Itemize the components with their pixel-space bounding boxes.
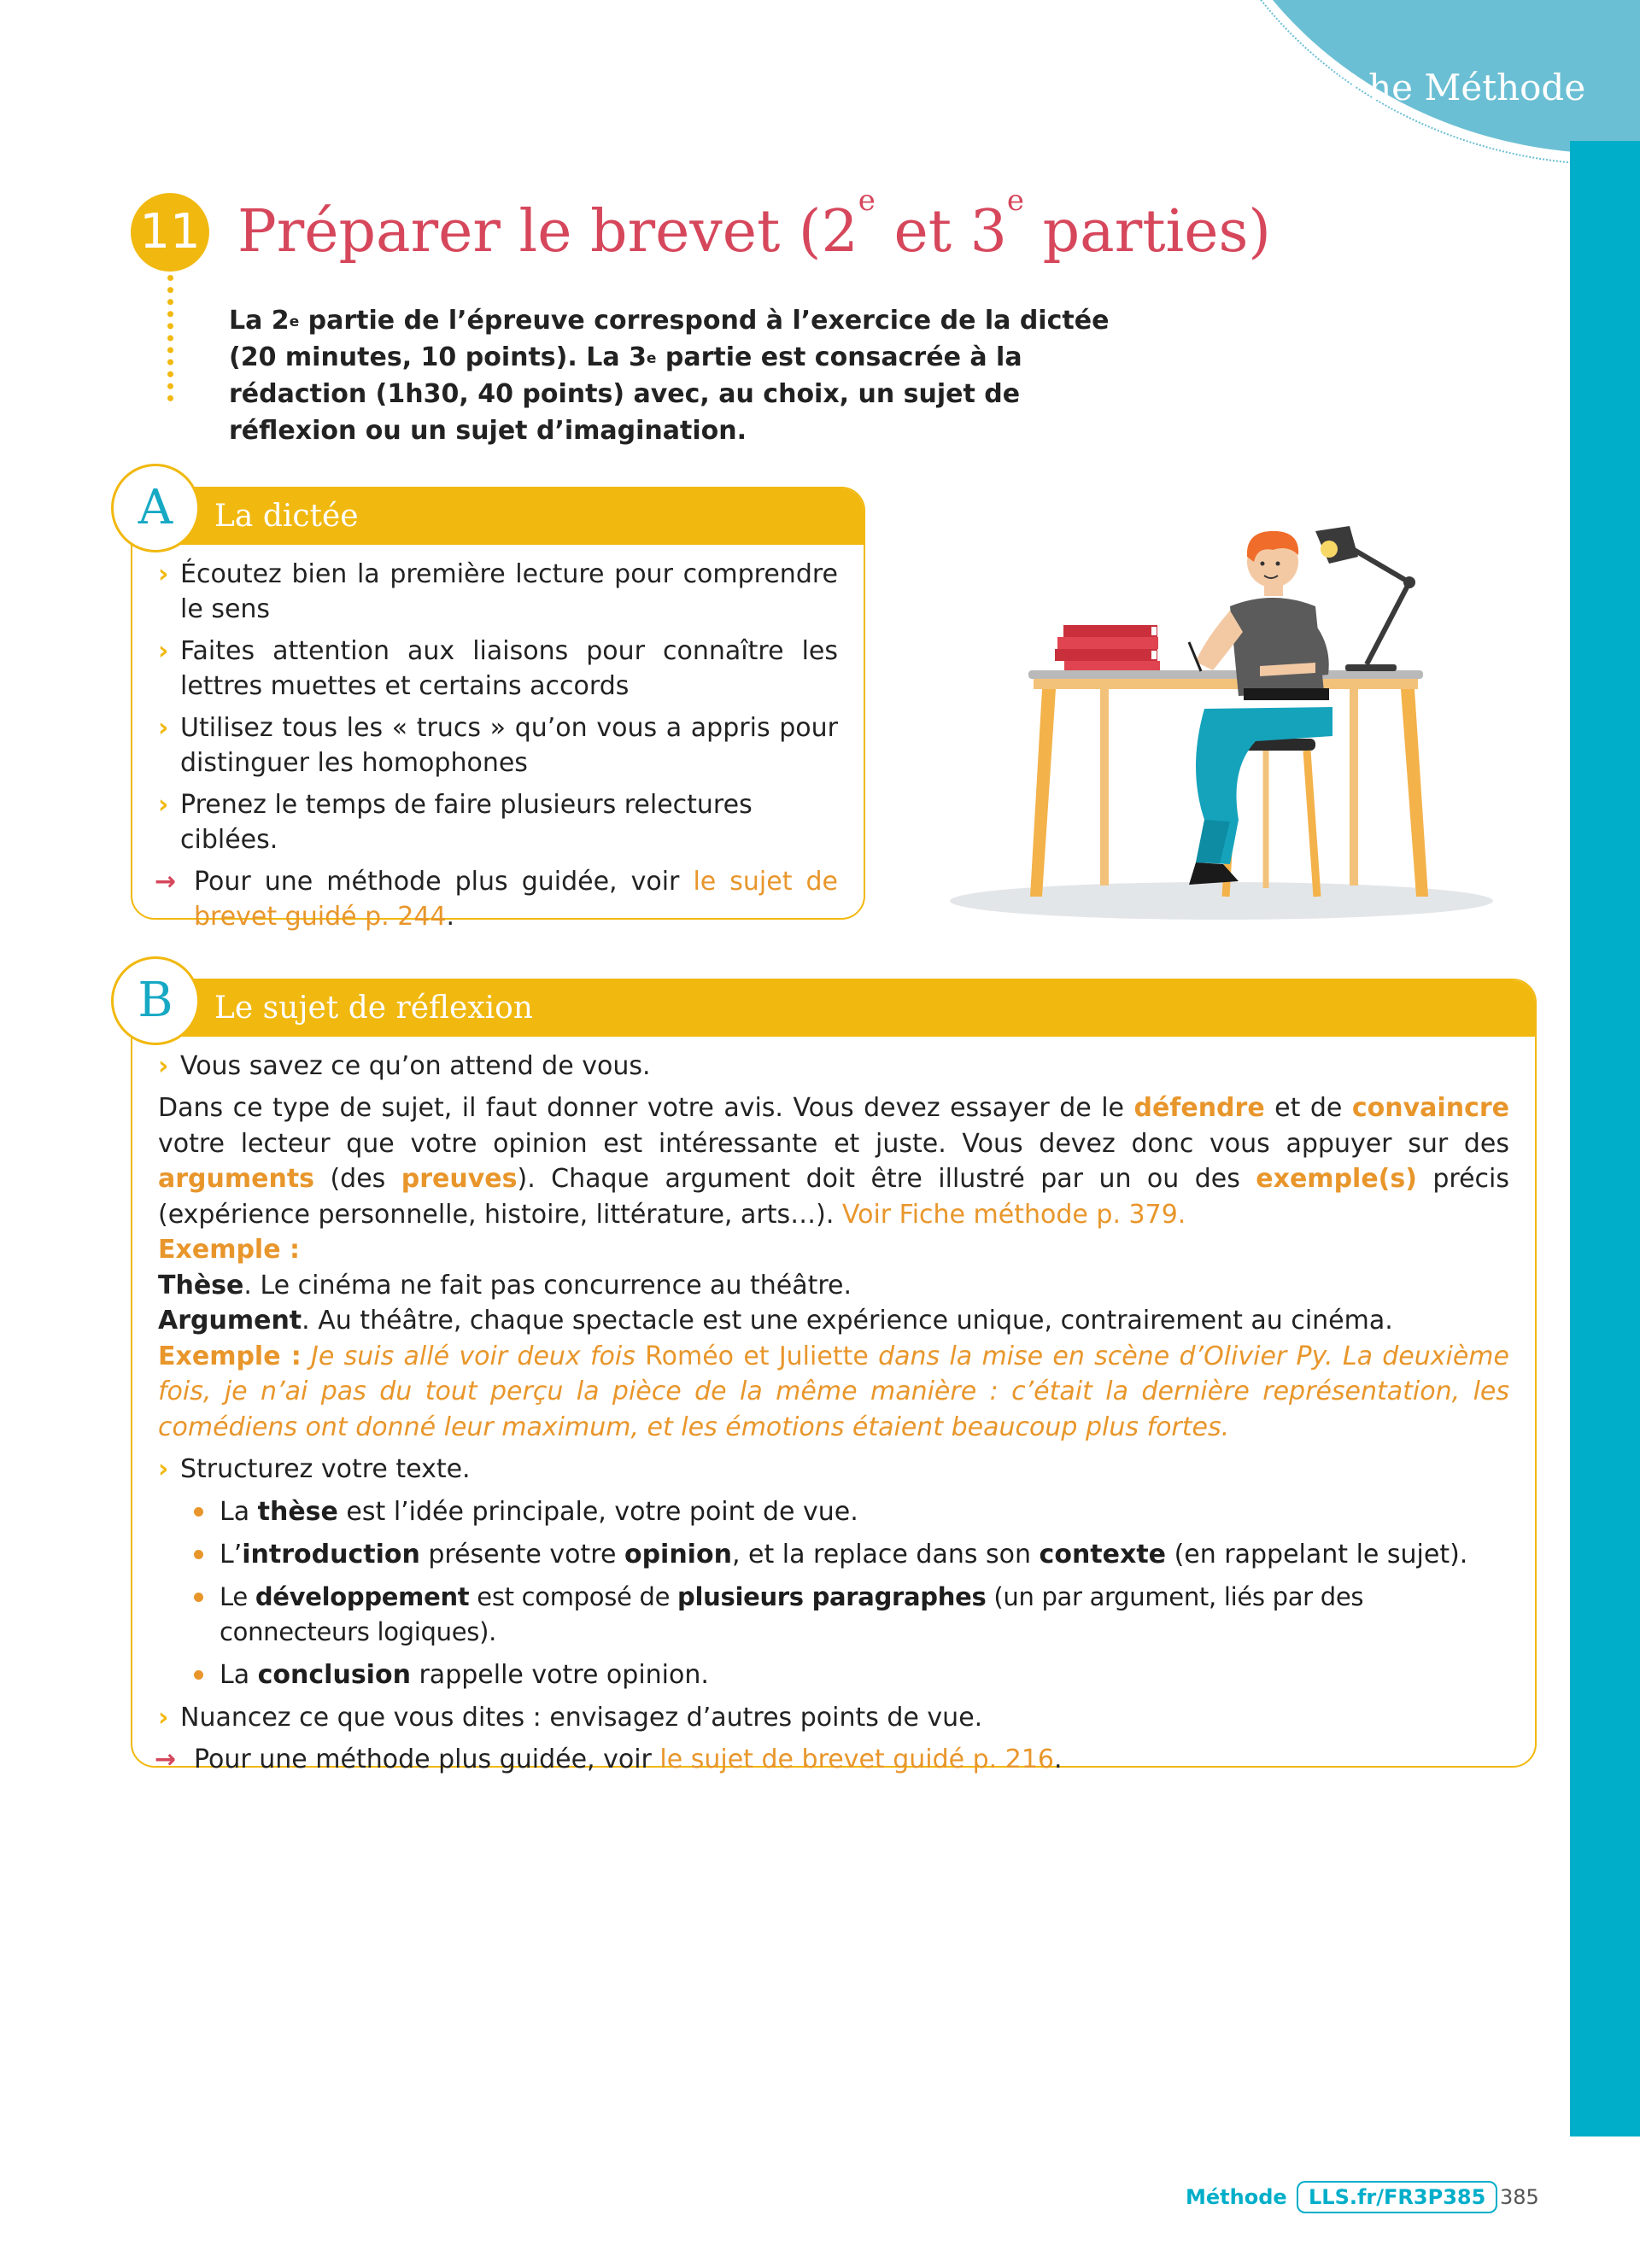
side-color-bar [1570,141,1640,2136]
bullet-dot-icon [194,1593,203,1602]
page-number: 385 [1500,2185,1539,2209]
chevron-right-icon: › [158,1454,169,1484]
section-b-letter-badge: B [111,956,200,1045]
fiche-methode-label: Fiche Méthode [1312,67,1586,108]
bullet-dot-icon [194,1550,203,1559]
bullet-dot-icon [194,1507,203,1517]
page-title: Préparer le brevet (2e et 3e parties) [237,184,1271,266]
student-at-desk-illustration [948,512,1512,922]
list-item: › Structurez votre texte. [158,1452,1509,1487]
section-a-letter-badge: A [111,464,200,552]
sub-list-item: L’introduction présente votre opinion, et la replace dans son contexte (en rappelant le sujet). [158,1537,1509,1572]
example-text: Exemple : Je suis allé voir deux fois Roméo et Juliette dans la mise en scène d’Olivier Py. La deuxième fois, je n’ai pas du tout perçu la pièce de la même manière : c’était la dernière représentation, les comédiens ont donné leur maximum, et les émotions étaient beaucoup plus fortes. [158,1341,1509,1442]
footer-online-link[interactable]: LLS.fr/FR3P385 [1297,2181,1497,2213]
guided-method-link-row: → Pour une méthode plus guidée, voir le sujet de brevet guidé p. 216. [158,1742,1509,1777]
brevet-guide-link[interactable]: le sujet de brevet guidé p. 244 [194,867,839,932]
list-item: › Faites attention aux liaisons pour connaître les lettres muettes et certains accords [158,634,838,704]
fiche-methode-link[interactable]: Voir Fiche méthode p. 379. [841,1199,1186,1230]
sub-list-item: La conclusion rappelle votre opinion. [158,1657,1509,1692]
sub-list-item: Le développement est composé de plusieurs paragraphes (un par argument, liés par des connecteurs logiques). [158,1580,1509,1650]
brevet-guide-link[interactable]: le sujet de brevet guidé p. 216 [659,1745,1055,1774]
list-item: › Vous savez ce qu’on attend de vous. [158,1049,1509,1084]
arrow-right-icon: → [155,1745,177,1774]
chevron-right-icon: › [158,559,169,589]
chevron-right-icon: › [158,713,169,743]
bullet-dot-icon [194,1670,203,1680]
chapter-number-badge: 11 [131,193,209,272]
example-heading: Exemple : [158,1235,300,1265]
section-b-box [131,979,1537,1774]
section-a-heading: La dictée [214,499,359,534]
section-a-header [132,488,864,545]
section-b-heading: Le sujet de réflexion [214,991,533,1026]
chevron-right-icon: › [158,1051,169,1081]
dotted-divider [167,275,173,401]
intro-paragraph: La 2e partie de l’épreuve correspond à l’exercice de la dictée (20 minutes, 10 points). La 3e partie est consacrée à la rédaction (1h30, 40 points) avec, au choix, un sujet de réflexion ou un sujet d’imagination. [229,306,1110,446]
section-a-box [131,487,865,932]
explanation-paragraph: Dans ce type de sujet, il faut donner votre avis. Vous devez essayer de le défendre et de convaincre votre lecteur que votre opinion est intéressante et juste. Vous devez donc vous appuyer sur des arguments (des preuves). Chaque argument doit être illustré par un ou des exemple(s) précis (expérience personnelle, histoire, littérature, arts…). Voir Fiche méthode p. 379. [158,1093,1510,1230]
list-item: › Prenez le temps de faire plusieurs relectures ciblées. [158,787,838,857]
sub-list-item: La thèse est l’idée principale, votre point de vue. [158,1494,1509,1529]
chevron-right-icon: › [158,1703,169,1733]
section-b-header [132,980,1535,1037]
footer-section-label: Méthode [1186,2185,1287,2209]
list-item: › Écoutez bien la première lecture pour comprendre le sens [158,557,838,627]
these-line: Thèse. Le cinéma ne fait pas concurrence au théâtre. [158,1270,852,1301]
list-item: › Nuancez ce que vous dites : envisagez d’autres points de vue. [158,1700,1509,1735]
arrow-right-icon: → [155,867,177,897]
chevron-right-icon: › [158,636,169,666]
argument-line: Argument. Au théâtre, chaque spectacle est une expérience unique, contrairement au cinéma. [158,1306,1393,1336]
list-item: › Utilisez tous les « trucs » qu’on vous a appris pour distinguer les homophones [158,710,838,780]
chevron-right-icon: › [158,790,169,820]
guided-method-link-row: → Pour une méthode plus guidée, voir le sujet de brevet guidé p. 244. [158,864,838,934]
